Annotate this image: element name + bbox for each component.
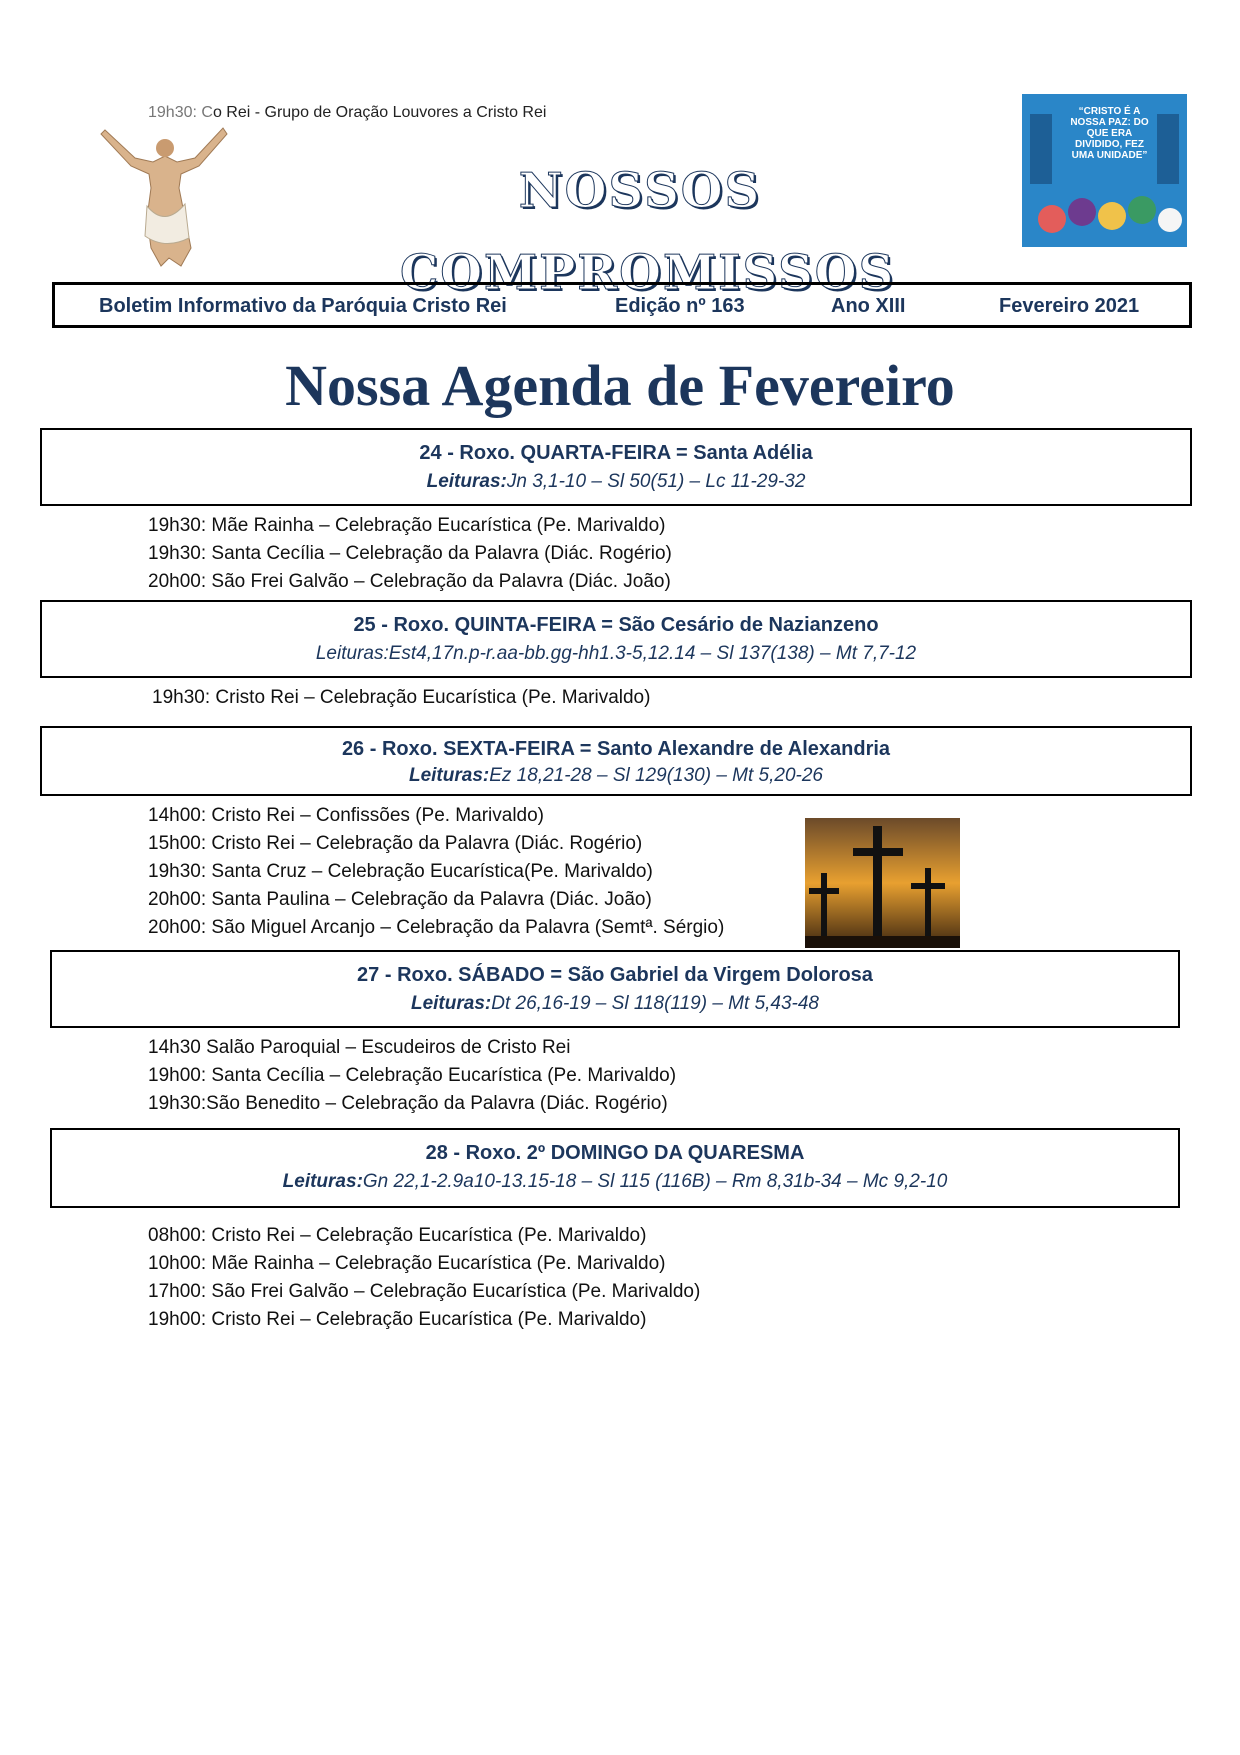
list-item: 14h30 Salão Paroquial – Escudeiros de Cristo Rei [148,1037,571,1058]
masthead-line2: COMPROMISSOS [400,245,896,301]
page-title: Nossa Agenda de Fevereiro [285,353,955,418]
day-readings: Leituras:Dt 26,16-19 – Sl 118(119) – Mt 5,43-48 [410,993,820,1014]
day-box-28 [50,1128,1180,1208]
list-item: 19h00: Santa Cecília – Celebração Eucarística (Pe. Marivaldo) [148,1065,677,1086]
day-readings: Leituras:Jn 3,1-10 – Sl 50(51) – Lc 11-29-32 [426,471,806,492]
day-box-24 [40,428,1192,506]
list-item: 19h30: Santa Cecília – Celebração da Palavra (Diác. Rogério) [148,543,672,564]
day-readings: Leituras:Est4,17n.p-r.aa-bb.gg-hh1.3-5,12.14 – Sl 137(138) – Mt 7,7-12 [315,643,917,664]
event-list-24 [148,512,672,596]
list-item: 19h30: Santa Cruz – Celebração Eucarística(Pe. Marivaldo) [148,861,653,882]
top-note-text: o Rei - Grupo de Oração Louvores a Cristo Rei [212,104,547,121]
edition-number: Edição nº 163 [615,295,745,317]
event-list-28 [148,1222,700,1334]
year-label: Ano XIII [831,295,906,317]
list-item: 19h30:São Benedito – Celebração da Palavra (Diác. Rogério) [148,1093,668,1114]
top-note-clipped: 19h30: C [148,104,213,121]
list-item: 20h00: São Frei Galvão – Celebração da Palavra (Diác. João) [148,571,671,592]
christ-figure-logo [95,118,235,268]
day-readings: Leituras:Gn 22,1-2.9a10-13.15-18 – Sl 115 (116B) – Rm 8,31b-34 – Mc 9,2-10 [282,1171,948,1192]
day-box-27 [50,950,1180,1028]
issue-date: Fevereiro 2021 [999,295,1140,317]
info-bar [52,282,1192,328]
day-heading: 24 - Roxo. QUARTA-FEIRA = Santa Adélia [419,442,813,464]
event-list-27 [148,1034,676,1118]
campaign-text: “CRISTO É A NOSSA PAZ: DO QUE ERA DIVIDIDO, FEZ UMA UNIDADE” [1070,106,1149,161]
parish-name: Boletim Informativo da Paróquia Cristo Rei [99,295,507,317]
list-item: 08h00: Cristo Rei – Celebração Eucarística (Pe. Marivaldo) [148,1225,647,1246]
list-item: 20h00: Santa Paulina – Celebração da Palavra (Diác. João) [148,889,652,910]
event-list-25 [152,684,650,712]
day-heading: 26 - Roxo. SEXTA-FEIRA = Santo Alexandre de Alexandria [341,738,891,760]
day-heading: 28 - Roxo. 2º DOMINGO DA QUARESMA [425,1142,805,1164]
list-item: 20h00: São Miguel Arcanjo – Celebração da Palavra (Semtª. Sérgio) [148,917,725,938]
list-item: 14h00: Cristo Rei – Confissões (Pe. Marivaldo) [148,805,545,826]
list-item: 17h00: São Frei Galvão – Celebração Eucarística (Pe. Marivaldo) [148,1281,701,1302]
masthead-line1: NOSSOS [518,163,762,219]
list-item: 15h00: Cristo Rei – Celebração da Palavra (Diác. Rogério) [148,833,643,854]
day-heading: 27 - Roxo. SÁBADO = São Gabriel da Virgem Dolorosa [357,964,873,986]
day-readings: Leituras:Ez 18,21-28 – Sl 129(130) – Mt 5,20-26 [408,765,823,786]
day-box-26 [40,726,1192,796]
day-heading: 25 - Roxo. QUINTA-FEIRA = São Cesário de Nazianzeno [353,614,879,636]
list-item: 19h30: Mãe Rainha – Celebração Eucarística (Pe. Marivaldo) [148,515,666,536]
list-item: 19h00: Cristo Rei – Celebração Eucarística (Pe. Marivaldo) [148,1309,647,1330]
crosses-image [805,818,960,948]
campaign-poster [1022,94,1187,247]
list-item: 19h30: Cristo Rei – Celebração Eucarística (Pe. Marivaldo) [152,687,651,708]
event-list-26 [148,802,724,942]
list-item: 10h00: Mãe Rainha – Celebração Eucarística (Pe. Marivaldo) [148,1253,666,1274]
day-box-25 [40,600,1192,678]
